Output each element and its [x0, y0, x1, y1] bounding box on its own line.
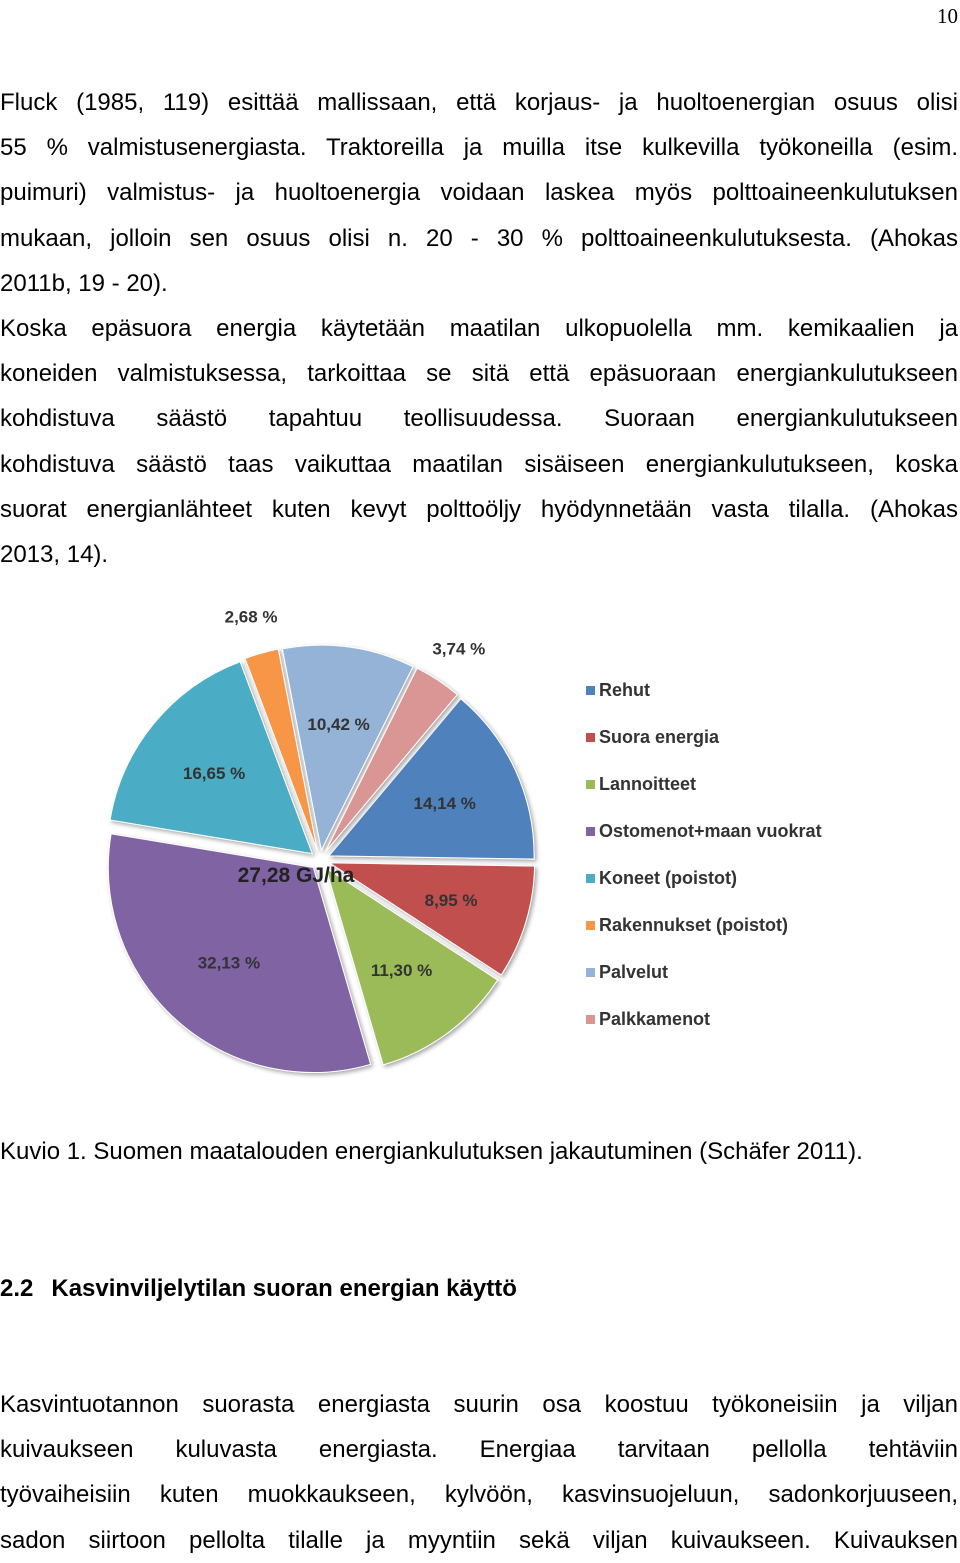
legend-swatch	[586, 686, 595, 695]
paragraph-line: puimuri) valmistus- ja huoltoenergia voidaan laskea myös polttoaineenkulutuksen	[0, 179, 958, 207]
paragraph-line: Fluck (1985, 119) esittää mallissaan, että korjaus- ja huoltoenergian osuus olisi	[0, 89, 958, 116]
legend-entry: Rehut	[599, 680, 650, 700]
figure-caption: Kuvio 1. Suomen maatalouden energiankulutuksen jakautuminen (Schäfer 2011).	[0, 1138, 863, 1165]
pie-slice-label: 3,74 %	[432, 639, 486, 659]
legend-swatch	[586, 780, 595, 789]
legend-entry: Koneet (poistot)	[599, 868, 737, 888]
paragraph-line: sadon siirtoon pellolta tilalle ja myyntiin sekä viljan kuivaukseen. Kuivauksen	[0, 1526, 958, 1554]
legend-swatch	[586, 921, 595, 930]
paragraph-line: kuivaukseen kuluvasta energiasta. Energiaa tarvitaan pellolla tehtäviin	[0, 1436, 958, 1464]
pie-slice-label: 32,13 %	[197, 953, 261, 973]
page-number: 10	[937, 4, 958, 28]
legend-entry: Palvelut	[599, 962, 669, 982]
paragraph-3	[0, 1382, 958, 1563]
paragraph-line: 55 % valmistusenergiasta. Traktoreilla ja muilla itse kulkevilla työkoneilla (esim.	[0, 134, 958, 162]
legend-swatch	[586, 968, 595, 977]
paragraph-line: 2013, 14).	[0, 541, 109, 569]
legend-swatch	[586, 733, 595, 742]
legend-swatch	[586, 827, 595, 836]
legend-swatch	[586, 1015, 595, 1024]
paragraph-line: mukaan, jolloin sen osuus olisi n. 20 - 30 % polttoaineenkulutuksesta. (Ahokas	[0, 224, 958, 252]
legend-swatch	[586, 874, 595, 883]
pie-center-label: 27,28 GJ/ha	[237, 864, 355, 887]
paragraph-2	[0, 306, 958, 577]
paragraph-line: Koska epäsuora energia käytetään maatilan ulkopuolella mm. kemikaalien ja	[0, 315, 958, 342]
pie-slice-label: 8,95 %	[424, 891, 478, 911]
paragraph-line: 2011b, 19 - 20).	[0, 269, 168, 297]
pie-slice-label: 2,68 %	[224, 607, 278, 627]
pie-slice-label: 14,14 %	[413, 794, 476, 813]
pie-slice-label: 16,65 %	[182, 764, 246, 783]
paragraph-line: kohdistuva säästö tapahtuu teollisuudessa. Suoraan energiankulutukseen	[0, 405, 958, 433]
legend-entry: Ostomenot+maan vuokrat	[599, 821, 822, 841]
chart-legend	[586, 680, 822, 1029]
paragraph-line: kohdistuva säästö taas vaikuttaa maatilan sisäiseen energiankulutukseen, koska	[0, 450, 958, 478]
section-title: Kasvinviljelytilan suoran energian käyttö	[51, 1275, 517, 1302]
pie-slice-label: 11,30 %	[370, 961, 433, 981]
legend-entry: Palkkamenot	[599, 1009, 711, 1029]
paragraph-line: suorat energianlähteet kuten kevyt polttoöljy hyödynnetään vasta tilalla. (Ahokas	[0, 495, 958, 523]
paragraph-line: työvaiheisiin kuten muokkaukseen, kylvöön, kasvinsuojeluun, sadonkorjuuseen,	[0, 1481, 958, 1509]
section-heading	[0, 1275, 517, 1303]
section-number: 2.2	[0, 1275, 34, 1302]
legend-entry: Rakennukset (poistot)	[599, 915, 789, 935]
paragraph-1	[0, 80, 958, 306]
legend-entry: Suora energia	[599, 727, 720, 747]
paragraph-line: koneiden valmistuksessa, tarkoittaa se sitä että epäsuoraan energiankulutukseen	[0, 360, 958, 388]
energy-pie-chart	[0, 607, 960, 1080]
pie-slice-label: 10,42 %	[307, 715, 370, 735]
paragraph-line: Kasvintuotannon suorasta energiasta suurin osa koostuu työkoneisiin ja viljan	[0, 1391, 958, 1418]
pie-slices	[108, 645, 534, 1072]
legend-entry: Lannoitteet	[599, 774, 696, 794]
